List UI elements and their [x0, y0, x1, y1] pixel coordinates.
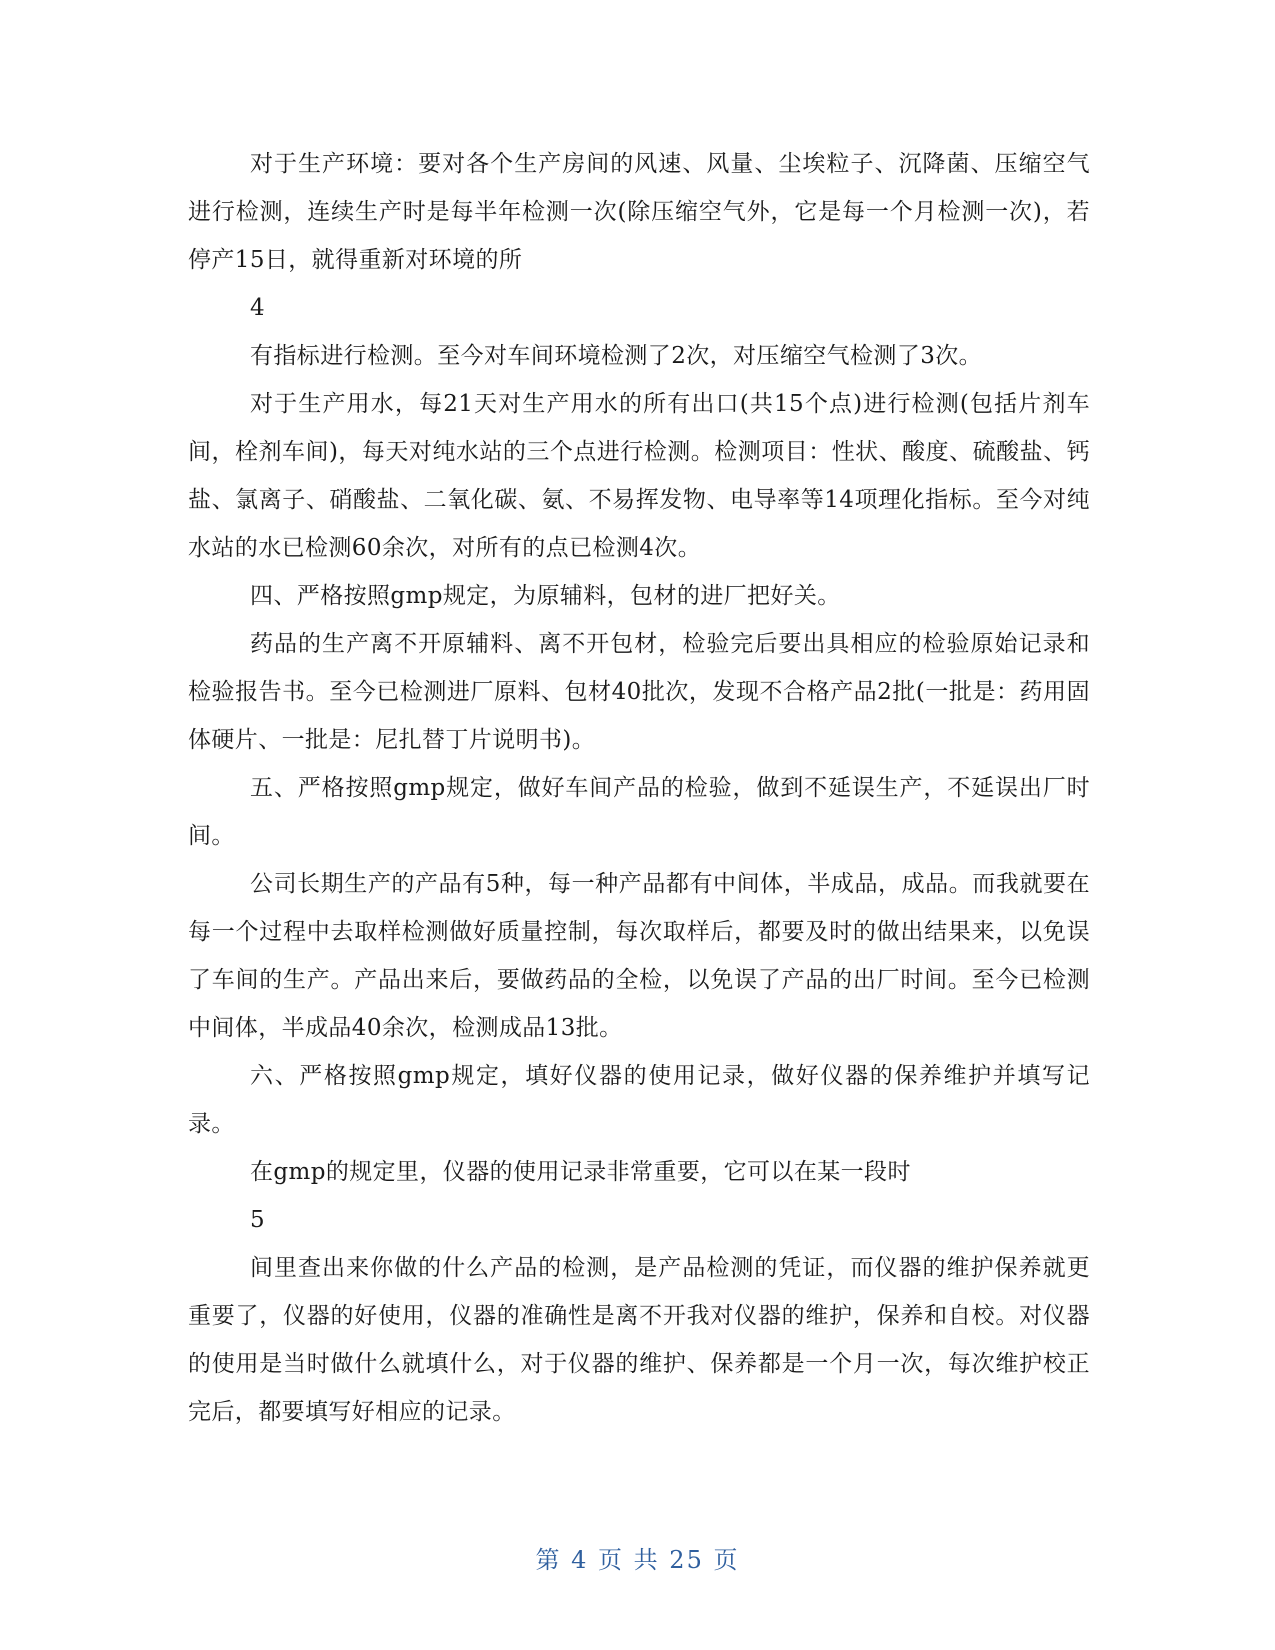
document-body [188, 140, 1090, 1436]
inline-page-number: 4 [250, 295, 265, 321]
paragraph: 对于生产用水，每21天对生产用水的所有出口(共15个点)进行检测(包括片剂车间，栓剂车间)，每天对纯水站的三个点进行检测。检测项目：性状、酸度、硫酸盐、钙盐、氯离子、硝酸盐、二氧化碳、氨、不易挥发物、电导率等14项理化指标。至今对纯水站的水已检测60余次，对所有的点已检测4次。 [188, 391, 1090, 561]
page-footer: 第 4 页 共 25 页 [535, 1546, 740, 1574]
paragraph: 有指标进行检测。至今对车间环境检测了2次，对压缩空气检测了3次。 [250, 343, 983, 369]
paragraph: 公司长期生产的产品有5种，每一种产品都有中间体，半成品，成品。而我就要在每一个过程中去取样检测做好质量控制，每次取样后，都要及时的做出结果来，以免误了车间的生产。产品出来后，要做药品的全检，以免误了产品的出厂时间。至今已检测中间体，半成品40余次，检测成品13批。 [188, 871, 1090, 1041]
paragraph: 在gmp的规定里，仪器的使用记录非常重要，它可以在某一段时 [250, 1159, 911, 1185]
inline-page-number: 5 [250, 1207, 265, 1233]
paragraph: 药品的生产离不开原辅料、离不开包材，检验完后要出具相应的检验原始记录和检验报告书。至今已检测进厂原料、包材40批次，发现不合格产品2批(一批是：药用固体硬片、一批是：尼扎替丁片说明书)。 [188, 631, 1090, 753]
section-heading: 四、严格按照gmp规定，为原辅料，包材的进厂把好关。 [250, 583, 841, 609]
section-heading: 六、严格按照gmp规定，填好仪器的使用记录，做好仪器的保养维护并填写记录。 [188, 1063, 1090, 1137]
paragraph: 间里查出来你做的什么产品的检测，是产品检测的凭证，而仪器的维护保养就更重要了，仪器的好使用，仪器的准确性是离不开我对仪器的维护，保养和自校。对仪器的使用是当时做什么就填什么，对于仪器的维护、保养都是一个月一次，每次维护校正完后，都要填写好相应的记录。 [188, 1255, 1090, 1425]
section-heading: 五、严格按照gmp规定，做好车间产品的检验，做到不延误生产，不延误出厂时间。 [188, 775, 1090, 849]
paragraph: 对于生产环境：要对各个生产房间的风速、风量、尘埃粒子、沉降菌、压缩空气进行检测，连续生产时是每半年检测一次(除压缩空气外，它是每一个月检测一次)，若停产15日，就得重新对环境的所 [188, 151, 1090, 273]
